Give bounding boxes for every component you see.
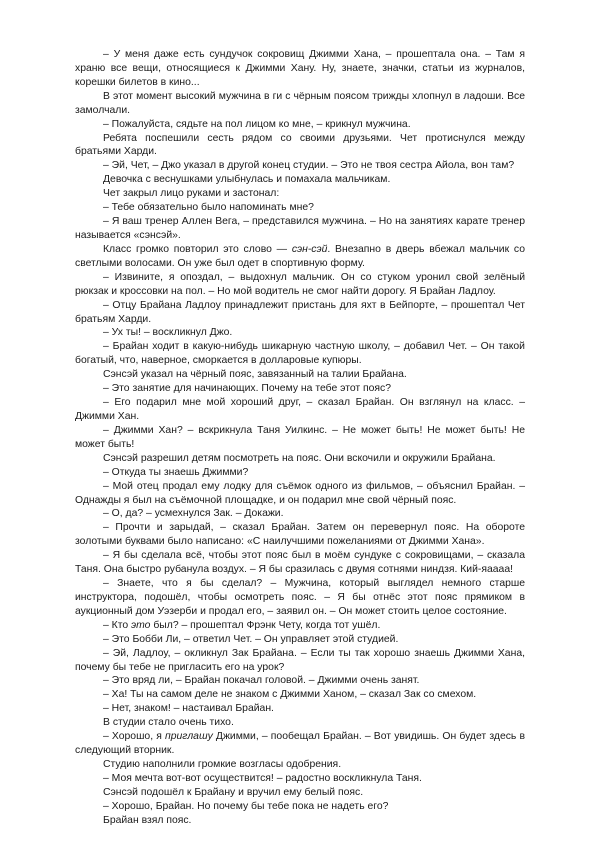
paragraph: Ребята поспешили сесть рядом со своими друзьями. Чет протиснулся между братьями Харди. bbox=[75, 132, 525, 158]
paragraph: – Я бы сделала всё, чтобы этот пояс был в моём сундуке с сокровищами, – сказала Таня. Она быстро рубанула воздух. – Я бы сразилась с двумя сотнями ниндзя. Кий-яаааа! bbox=[75, 550, 525, 576]
paragraph: Сэнсэй указал на чёрный пояс, завязанный на талии Брайана. bbox=[103, 369, 407, 381]
paragraph: – Его подарил мне мой хороший друг, – сказал Брайан. Он взглянул на класс. – Джимми Хан. bbox=[75, 397, 525, 422]
paragraph: – Кто это был? – прошептал Фрэнк Чету, когда тот ушёл. bbox=[103, 619, 381, 631]
paragraph: Чет закрыл лицо руками и застонал: bbox=[103, 188, 280, 200]
paragraph: – Эй, Чет, – Джо указал в другой конец студии. – Это не твоя сестра Айола, вон там? bbox=[103, 160, 515, 172]
emphasized-text: сэн-сэй bbox=[291, 243, 328, 255]
paragraph: Студию наполнили громкие возгласы одобрения. bbox=[103, 759, 342, 771]
paragraph: – Эй, Ладлоу, – окликнул Зак Брайана. – Если ты так хорошо знаешь Джимми Хана, почему бы тебе не пригласить его на урок? bbox=[75, 647, 525, 673]
paragraph: – Мой отец продал ему лодку для съёмок одного из фильмов, – объяснил Брайан. – Однажды я был на съёмочной площадке, и он подарил мне свой чёрный пояс. bbox=[75, 480, 525, 506]
paragraph: – Это занятие для начинающих. Почему на тебе этот пояс? bbox=[103, 383, 392, 395]
paragraph: – Нет, знаком! – настаивал Брайан. bbox=[103, 703, 274, 715]
paragraph: – Откуда ты знаешь Джимми? bbox=[103, 466, 249, 478]
paragraph: Девочка с веснушками улыбнулась и помахала мальчикам. bbox=[103, 174, 391, 186]
paragraph: В этот момент высокий мужчина в ги с чёрным поясом трижды хлопнул в ладоши. Все замолчали. bbox=[75, 90, 525, 116]
paragraph: Сэнсэй подошёл к Брайану и вручил ему белый пояс. bbox=[103, 786, 364, 798]
paragraph: Сэнсэй разрешил детям посмотреть на пояс. Они вскочили и окружили Брайана. bbox=[103, 452, 496, 464]
emphasized-text: это bbox=[131, 619, 151, 631]
paragraph: – Знаете, что я бы сделал? – Мужчина, который выглядел немного старше инструктора, подошёл, чтобы осмотреть пояс. – Я бы отнёс этот пояс прямиком в аукционный дом Уэзерби и продал его, – заявил он. – Он может стоить целое состояние. bbox=[75, 578, 525, 617]
paragraph: – Прочти и зарыдай, – сказал Брайан. Затем он перевернул пояс. На обороте золотыми буквами было написано: «С наилучшими пожеланиями от Джимми Хана». bbox=[75, 522, 525, 548]
paragraph: – Извините, я опоздал, – выдохнул мальчик. Он со стуком уронил свой зелёный рюкзак и кроссовки на пол. – Но мой водитель не смог найти дорогу. Я Брайан Ладлоу. bbox=[75, 271, 525, 297]
paragraph: – Ух ты! – воскликнул Джо. bbox=[103, 327, 233, 339]
paragraph: – Я ваш тренер Аллен Вега, – представился мужчина. – Но на занятиях карате тренер называется «сэнсэй». bbox=[75, 216, 525, 241]
paragraph: – Хорошо, я приглашу Джимми, – пообещал Брайан. – Вот увидишь. Он будет здесь в следующий вторник. bbox=[75, 731, 525, 757]
paragraph: – Тебе обязательно было напоминать мне? bbox=[103, 202, 314, 214]
paragraph: – Моя мечта вот-вот осуществится! – радостно воскликнула Таня. bbox=[103, 772, 422, 784]
paragraph: – Брайан ходит в какую-нибудь шикарную частную школу, – добавил Чет. – Он такой богатый, что, наверное, сморкается в долларовые купюры. bbox=[75, 341, 525, 367]
paragraph: – Это Бобби Ли, – ответил Чет. – Он управляет этой студией. bbox=[103, 633, 399, 645]
emphasized-text: приглашу bbox=[165, 731, 213, 743]
body-text-column bbox=[75, 48, 525, 828]
paragraph: – Ха! Ты на самом деле не знаком с Джимми Ханом, – сказал Зак со смехом. bbox=[103, 689, 477, 701]
paragraph: – О, да? – усмехнулся Зак. – Докажи. bbox=[103, 508, 284, 520]
paragraph: – У меня даже есть сундучок сокровищ Джимми Хана, – прошептала она. – Там я храню все вещи, относящиеся к Джимми Хану. Ну, знаете, значки, статьи из журналов, корешки билетов в кино... bbox=[75, 49, 525, 88]
paragraph: – Джимми Хан? – вскрикнула Таня Уилкинс. – Не может быть! Не может быть! Не может быть! bbox=[75, 424, 525, 450]
paragraph: – Отцу Брайана Ладлоу принадлежит пристань для яхт в Бейпорте, – прошептал Чет братьям Харди. bbox=[75, 299, 525, 325]
paragraph: – Хорошо, Брайан. Но почему бы тебе пока не надеть его? bbox=[103, 800, 389, 812]
paragraph: В студии стало очень тихо. bbox=[103, 717, 234, 729]
paragraph: Класс громко повторил это слово — сэн-сэй. Внезапно в дверь вбежал мальчик со светлыми волосами. Он уже был одет в спортивную форму. bbox=[75, 243, 525, 269]
paragraph: – Пожалуйста, сядьте на пол лицом ко мне, – крикнул мужчина. bbox=[103, 118, 411, 130]
paragraph: – Это вряд ли, – Брайан покачал головой. – Джимми очень занят. bbox=[103, 675, 420, 687]
paragraph: Брайан взял пояс. bbox=[103, 814, 192, 826]
